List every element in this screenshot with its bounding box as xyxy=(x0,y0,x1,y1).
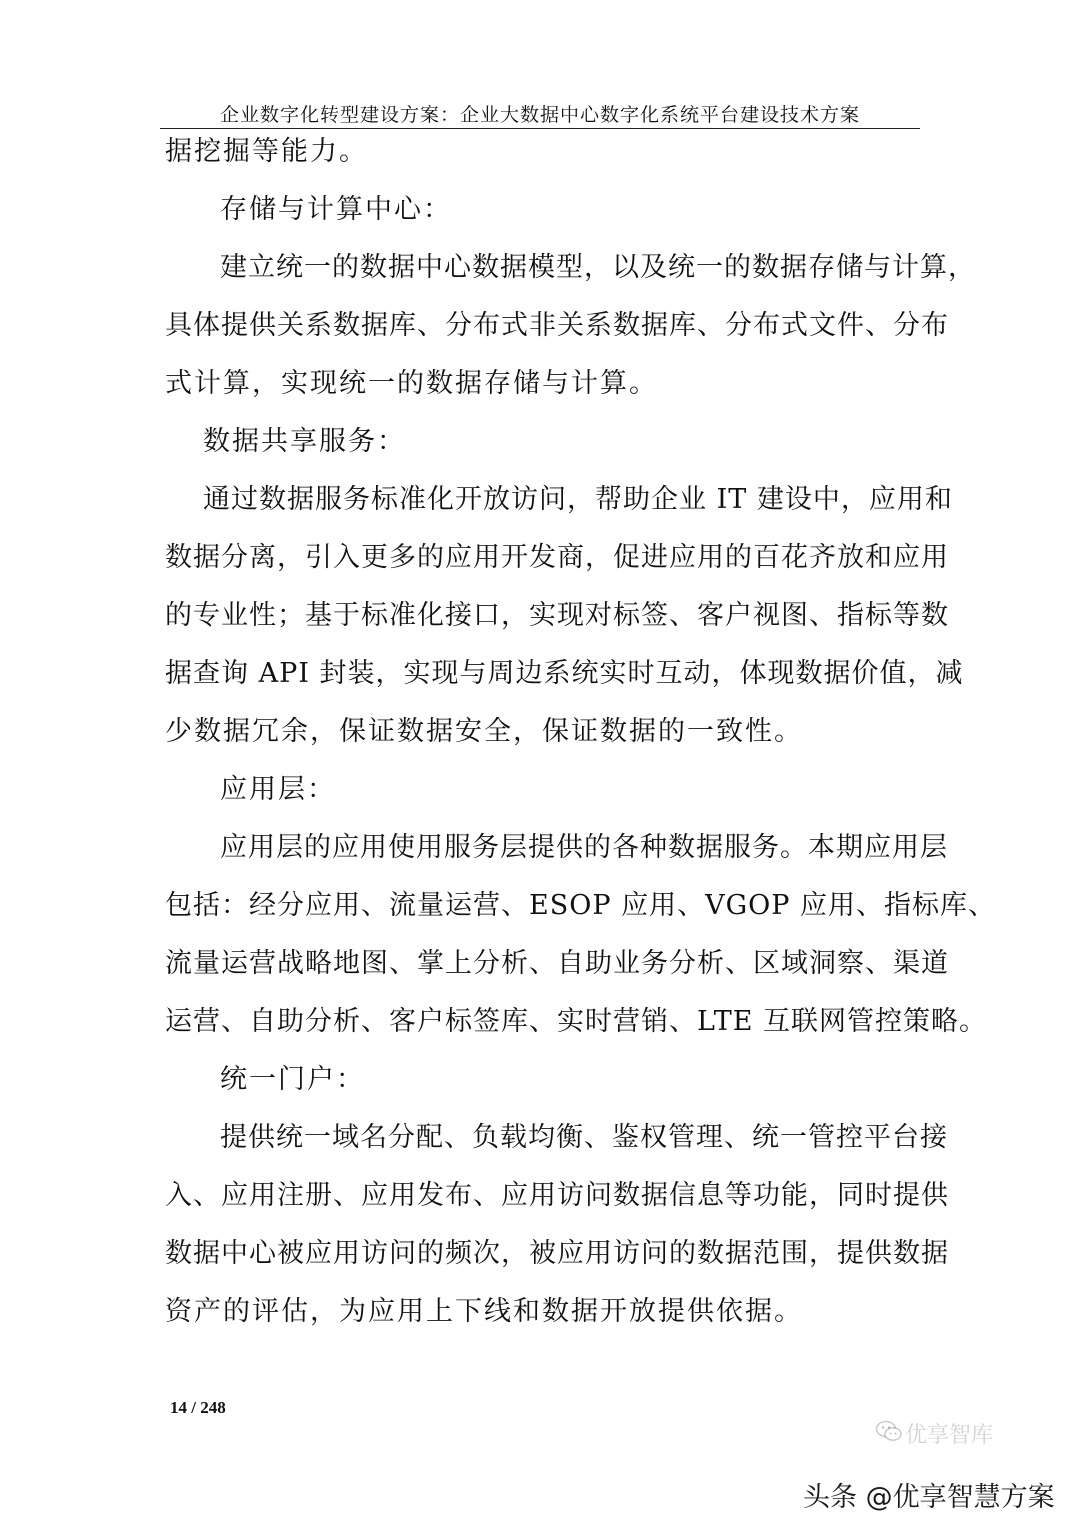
paragraph-line: 运营、自助分析、客户标签库、实时营销、LTE 互联网管控策略。 xyxy=(165,1006,988,1037)
body-text xyxy=(165,130,997,1348)
paragraph-line: 数据分离，引入更多的应用开发商，促进应用的百花齐放和应用 xyxy=(165,542,949,573)
paragraph-line: 数据中心被应用访问的频次，被应用访问的数据范围，提供数据 xyxy=(165,1238,949,1269)
section-heading-storage: 存储与计算中心： xyxy=(220,194,452,225)
paragraph-line: 少数据冗余，保证数据安全，保证数据的一致性。 xyxy=(165,716,803,747)
paragraph-line: 应用层的应用使用服务层提供的各种数据服务。本期应用层 xyxy=(220,832,948,863)
paragraph-line: 建立统一的数据中心数据模型，以及统一的数据存储与计算， xyxy=(220,252,976,283)
paragraph-line: 通过数据服务标准化开放访问，帮助企业 IT 建设中，应用和 xyxy=(203,484,953,515)
section-heading-application-layer: 应用层： xyxy=(220,774,336,805)
wechat-icon xyxy=(875,1419,903,1443)
paragraph-line: 提供统一域名分配、负载均衡、鉴权管理、统一管控平台接 xyxy=(220,1122,948,1153)
watermark-text: 头条 @优享智慧方案 xyxy=(803,1482,1055,1513)
paragraph-line: 资产的评估，为应用上下线和数据开放提供依据。 xyxy=(165,1296,803,1327)
section-heading-data-sharing: 数据共享服务： xyxy=(203,426,406,457)
page-number: 14 / 248 xyxy=(170,1398,226,1417)
running-header: 企业数字化转型建设方案：企业大数据中心数字化系统平台建设技术方案 xyxy=(219,104,860,126)
paragraph-line: 据挖掘等能力。 xyxy=(165,136,368,167)
paragraph-line: 包括：经分应用、流量运营、ESOP 应用、VGOP 应用、指标库、 xyxy=(165,890,997,921)
paragraph-line: 流量运营战略地图、掌上分析、自助业务分析、区域洞察、渠道 xyxy=(165,948,949,979)
header-rule xyxy=(160,128,920,129)
paragraph-line: 式计算，实现统一的数据存储与计算。 xyxy=(165,368,658,399)
paragraph-line: 的专业性；基于标准化接口，实现对标签、客户视图、指标等数 xyxy=(165,600,949,631)
paragraph-line: 具体提供关系数据库、分布式非关系数据库、分布式文件、分布 xyxy=(165,310,949,341)
section-heading-unified-portal: 统一门户： xyxy=(220,1064,365,1095)
paragraph-line: 据查询 API 封装，实现与周边系统实时互动，体现数据价值，减 xyxy=(165,658,964,689)
paragraph-line: 入、应用注册、应用发布、应用访问数据信息等功能，同时提供 xyxy=(165,1180,949,1211)
watermark-faint-text: 优享智库 xyxy=(905,1423,994,1448)
